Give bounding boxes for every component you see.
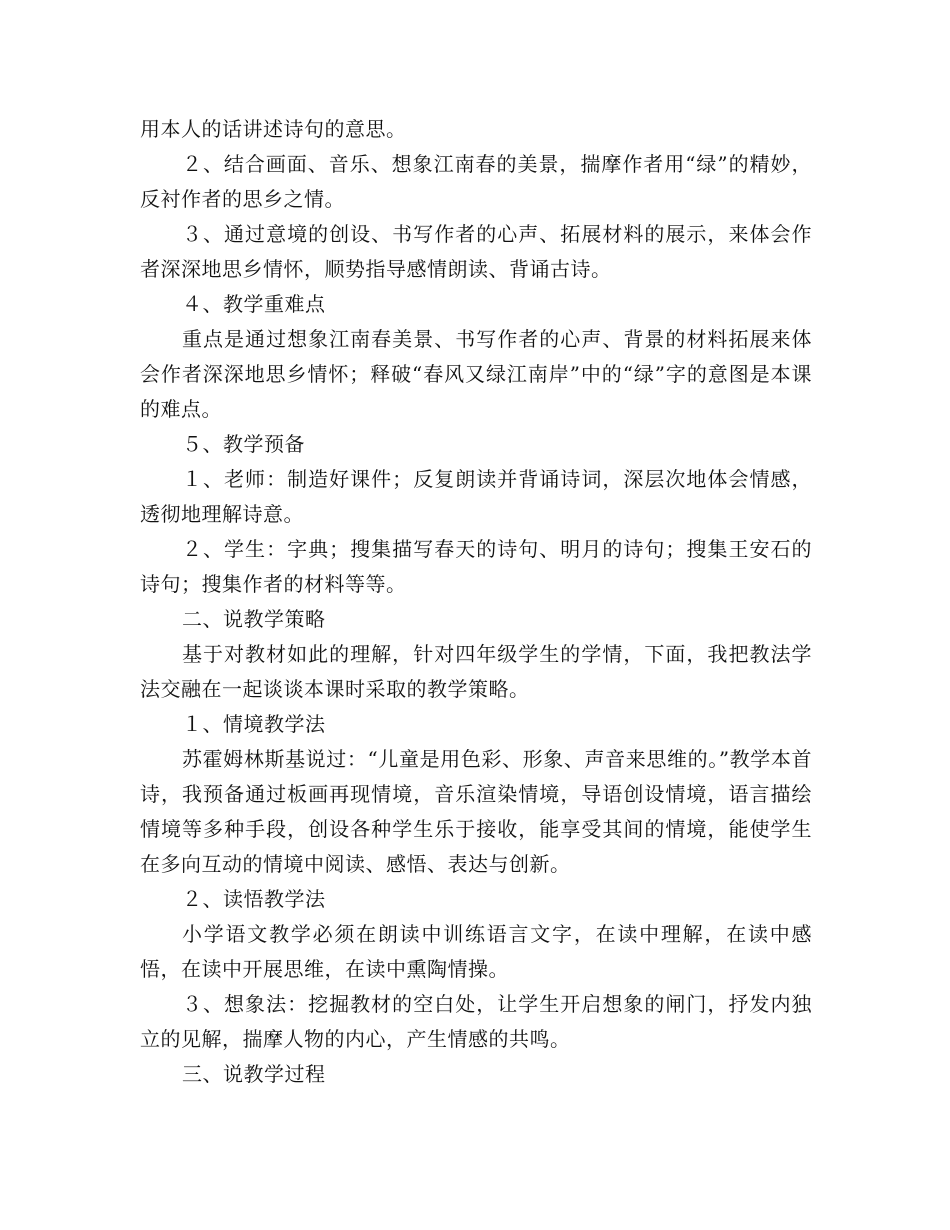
paragraph: 苏霍姆林斯基说过：“儿童是用色彩、形象、声音来思维的。”教学本首诗，我预备通过板画再现情境，音乐渲染情境，导语创设情境，语言描绘情境等多种手段，创设各种学生乐于接收，能享受其间的情境，能使学生在多向互动的情境中阅读、感悟、表达与创新。: [140, 747, 812, 876]
document-body: [140, 112, 812, 1092]
section-heading: 三、说教学过程: [182, 1062, 326, 1086]
section-heading: １、情境教学法: [182, 712, 326, 736]
section-heading: ２、读悟教学法: [182, 887, 326, 911]
paragraph: ２、学生：字典；搜集描写春天的诗句、明月的诗句；搜集王安石的诗句；搜集作者的材料等等。: [140, 537, 812, 596]
paragraph: 重点是通过想象江南春美景、书写作者的心声、背景的材料拓展来体会作者深深地思乡情怀；释破“春风又绿江南岸”中的“绿”字的意图是本课的难点。: [140, 327, 812, 421]
paragraph: 小学语文教学必须在朗读中训练语言文字，在读中理解，在读中感悟，在读中开展思维，在读中熏陶情操。: [140, 922, 812, 981]
paragraph: 基于对教材如此的理解，针对四年级学生的学情，下面，我把教法学法交融在一起谈谈本课时采取的教学策略。: [140, 642, 812, 701]
paragraph: 用本人的话讲述诗句的意思。: [140, 117, 407, 141]
section-heading: ５、教学预备: [182, 432, 305, 456]
section-heading: 二、说教学策略: [182, 607, 326, 631]
paragraph: ３、通过意境的创设、书写作者的心声、拓展材料的展示，来体会作者深深地思乡情怀，顺势指导感情朗读、背诵古诗。: [140, 222, 812, 281]
paragraph: １、老师：制造好课件；反复朗读并背诵诗词，深层次地体会情感，透彻地理解诗意。: [140, 467, 812, 526]
paragraph: ３、想象法：挖掘教材的空白处，让学生开启想象的闸门，抒发内独立的见解，揣摩人物的内心，产生情感的共鸣。: [140, 992, 812, 1051]
section-heading: ４、教学重难点: [182, 292, 326, 316]
paragraph: ２、结合画面、音乐、想象江南春的美景，揣摩作者用“绿”的精妙，反衬作者的思乡之情。: [140, 152, 812, 211]
